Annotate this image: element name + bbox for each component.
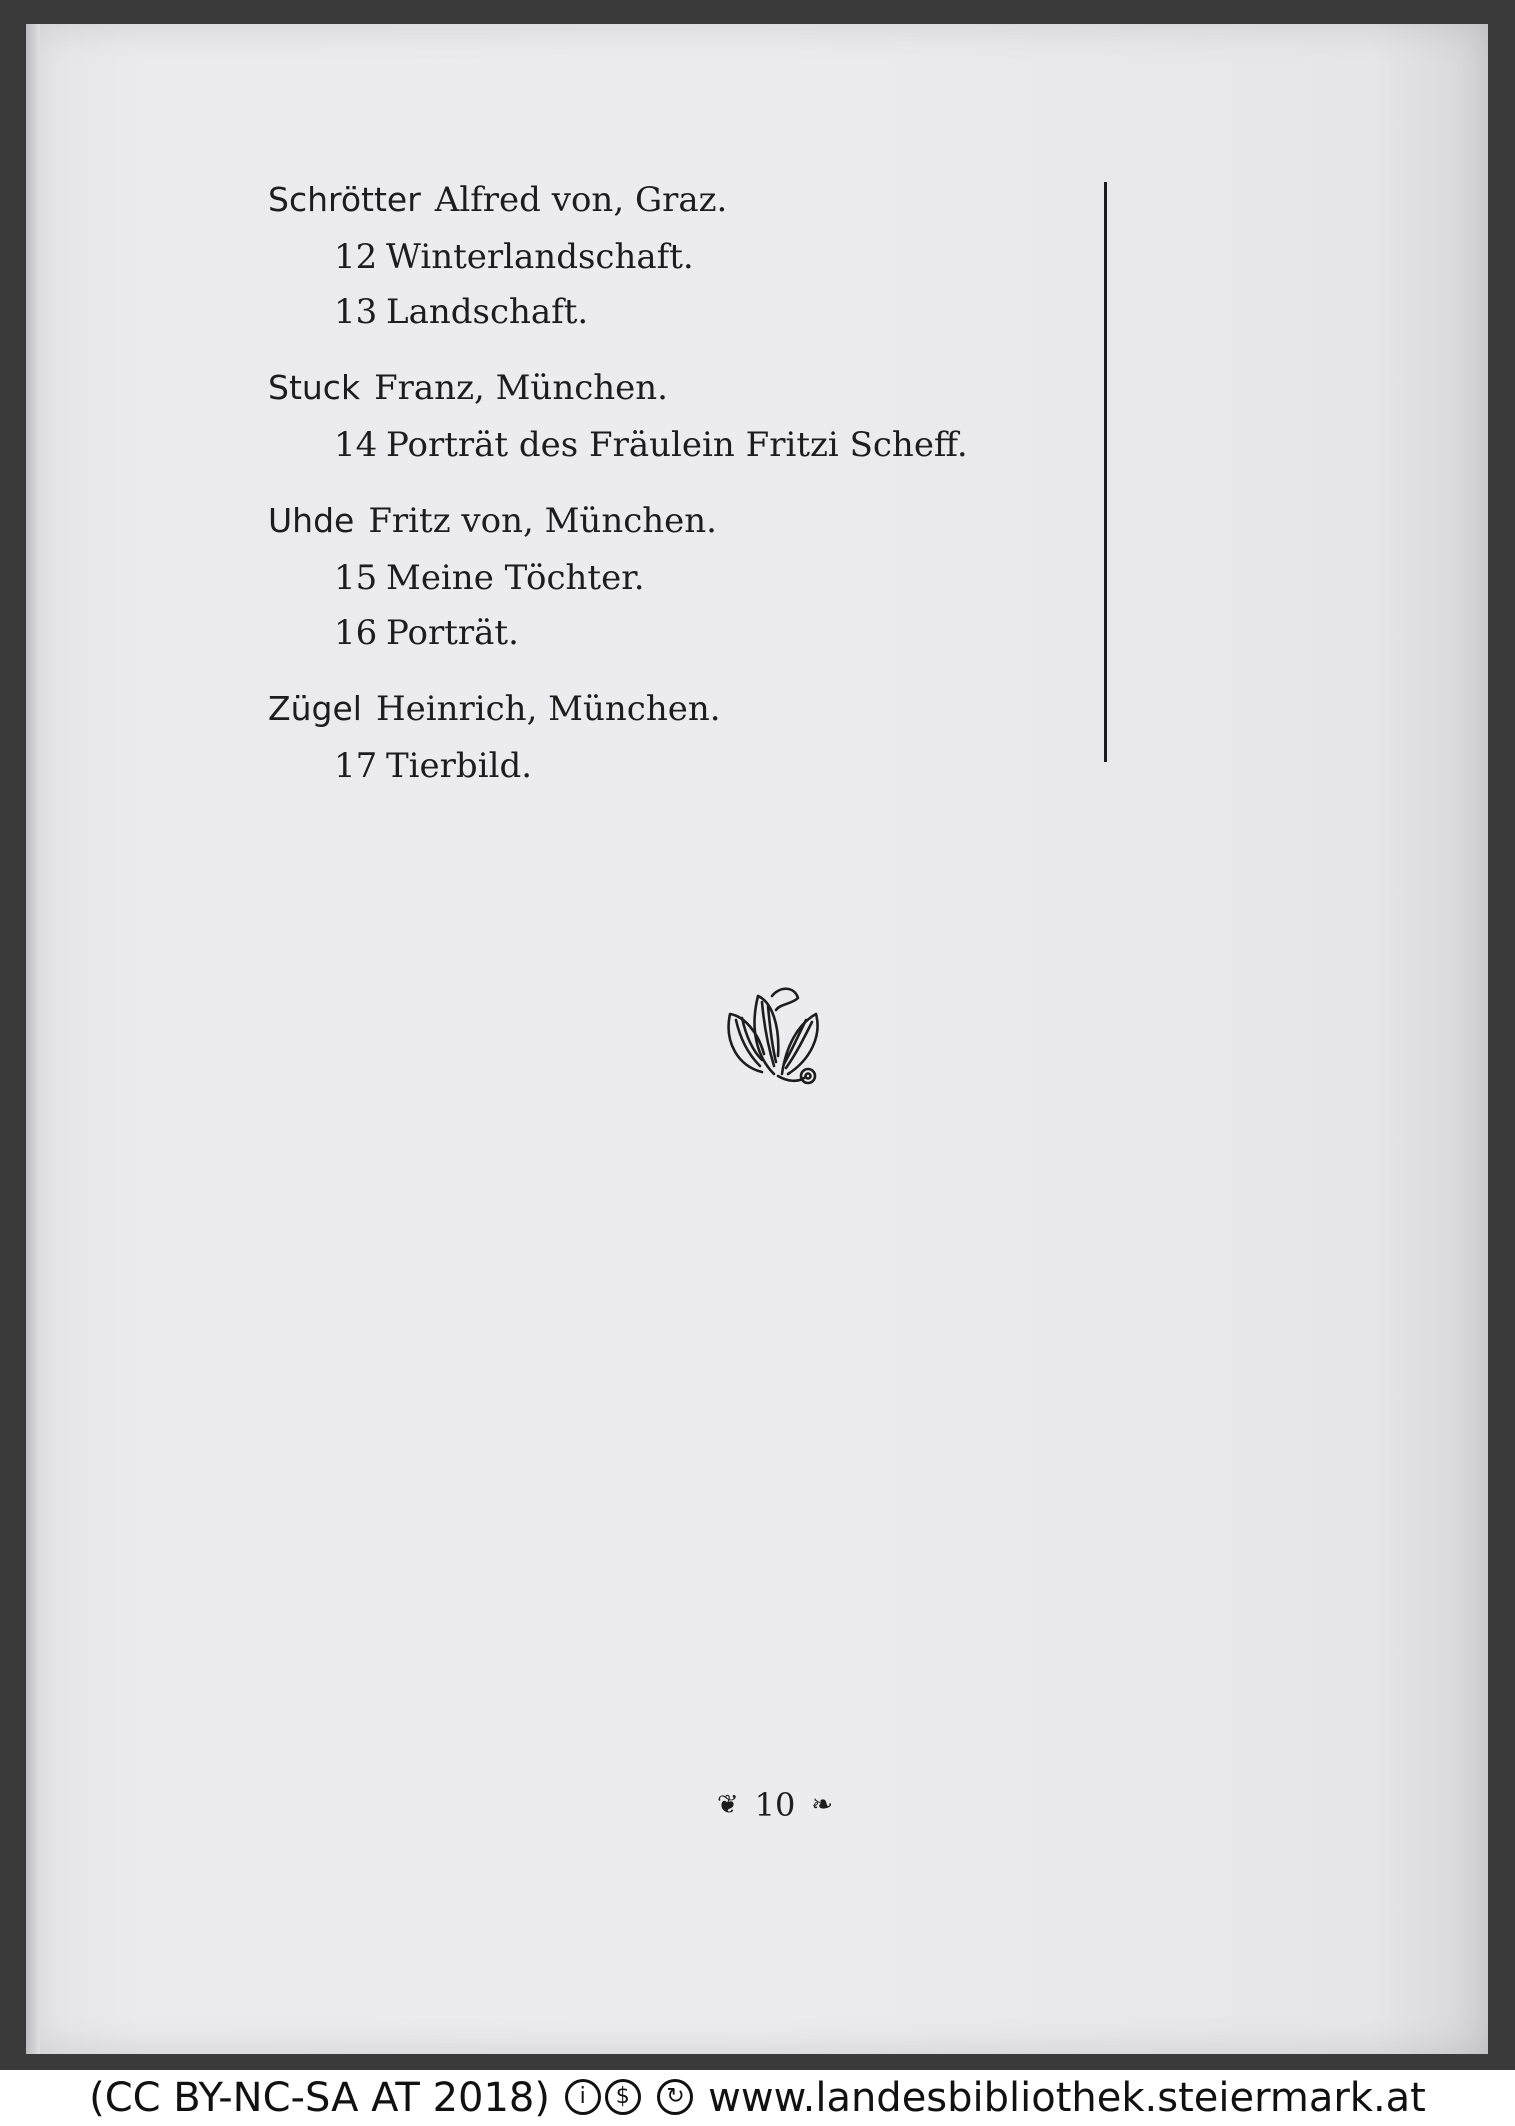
- artist-name: Zügel: [268, 689, 362, 728]
- artist-entry: [268, 358, 1088, 473]
- work-item: [268, 606, 1088, 661]
- work-item: [268, 285, 1088, 340]
- artist-entry: [268, 679, 1088, 794]
- work-item: [268, 739, 1088, 794]
- work-item: [268, 418, 1088, 473]
- work-number: 17: [334, 746, 378, 786]
- work-number: 14: [334, 425, 378, 465]
- work-title: Meine Töchter.: [386, 558, 645, 598]
- license-footer: [0, 2070, 1515, 2126]
- artist-details: Franz, München.: [374, 368, 668, 408]
- work-title: Porträt des Fräulein Fritzi Scheff.: [386, 425, 968, 465]
- work-number: 16: [334, 613, 378, 653]
- artist-heading: [268, 170, 1088, 230]
- column-rule: [1104, 182, 1107, 762]
- leaf-ornament-icon: [718, 976, 834, 1092]
- cc-by-icon: i: [565, 2079, 601, 2115]
- fleuron-left-icon: ❦: [716, 1789, 739, 1820]
- artist-entry: [268, 491, 1088, 661]
- artist-name: Schrötter: [268, 180, 421, 219]
- work-title: Winterlandschaft.: [386, 237, 694, 277]
- artist-heading: [268, 491, 1088, 551]
- work-title: Tierbild.: [386, 746, 533, 786]
- cc-nc-icon: $: [605, 2079, 641, 2115]
- artist-heading: [268, 679, 1088, 739]
- page-edge: [26, 24, 40, 2054]
- page-number: 10: [754, 1785, 796, 1824]
- artist-name: Stuck: [268, 368, 361, 407]
- work-number: 13: [334, 292, 378, 332]
- artist-details: Fritz von, München.: [368, 501, 717, 541]
- artist-name: Uhde: [268, 501, 355, 540]
- work-item: [268, 551, 1088, 606]
- artist-details: Heinrich, München.: [375, 689, 721, 729]
- work-number: 12: [334, 237, 378, 277]
- work-number: 15: [334, 558, 378, 598]
- work-title: Porträt.: [386, 613, 519, 653]
- library-url[interactable]: www.landesbibliothek.steiermark.at: [708, 2075, 1426, 2121]
- license-text: (CC BY-NC-SA AT 2018): [89, 2075, 550, 2121]
- cc-sa-icon: ↻: [657, 2079, 693, 2115]
- work-title: Landschaft.: [386, 292, 589, 332]
- artist-details: Alfred von, Graz.: [434, 180, 728, 220]
- artist-entry: [268, 170, 1088, 340]
- fleuron-right-icon: ❧: [811, 1789, 834, 1820]
- artist-heading: [268, 358, 1088, 418]
- catalog-entries: [268, 170, 1088, 794]
- page-number-row: [680, 1780, 870, 1824]
- work-item: [268, 230, 1088, 285]
